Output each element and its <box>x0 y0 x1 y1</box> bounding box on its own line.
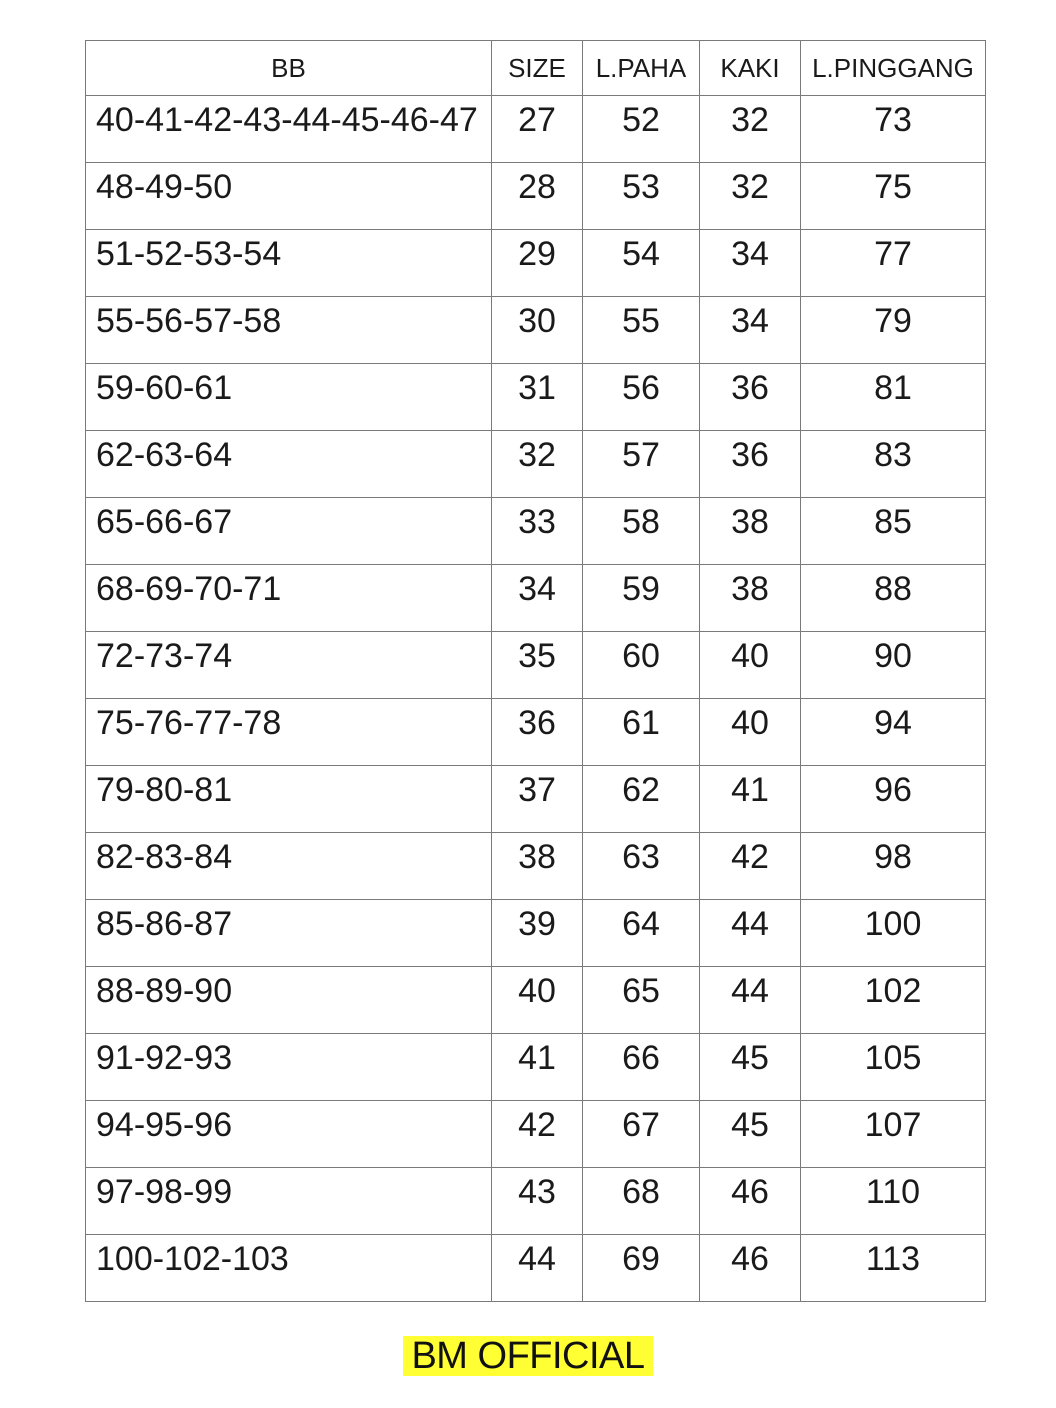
cell-size: 38 <box>492 833 583 900</box>
cell-bb: 85-86-87 <box>86 900 492 967</box>
cell-size: 27 <box>492 96 583 163</box>
cell-l-paha: 62 <box>583 766 700 833</box>
cell-l-paha: 66 <box>583 1034 700 1101</box>
cell-bb: 88-89-90 <box>86 967 492 1034</box>
cell-kaki: 45 <box>700 1034 801 1101</box>
cell-bb: 59-60-61 <box>86 364 492 431</box>
cell-l-pinggang: 102 <box>801 967 986 1034</box>
cell-l-paha: 56 <box>583 364 700 431</box>
cell-l-paha: 54 <box>583 230 700 297</box>
cell-l-pinggang: 105 <box>801 1034 986 1101</box>
cell-bb: 94-95-96 <box>86 1101 492 1168</box>
cell-size: 32 <box>492 431 583 498</box>
cell-l-pinggang: 79 <box>801 297 986 364</box>
cell-kaki: 42 <box>700 833 801 900</box>
cell-bb: 55-56-57-58 <box>86 297 492 364</box>
cell-size: 40 <box>492 967 583 1034</box>
cell-size: 33 <box>492 498 583 565</box>
table-row <box>86 297 986 364</box>
cell-bb: 100-102-103 <box>86 1235 492 1302</box>
table-row <box>86 163 986 230</box>
cell-kaki: 40 <box>700 632 801 699</box>
table-body <box>86 96 986 1302</box>
table-row <box>86 632 986 699</box>
cell-kaki: 38 <box>700 498 801 565</box>
cell-l-pinggang: 75 <box>801 163 986 230</box>
cell-l-pinggang: 73 <box>801 96 986 163</box>
cell-l-paha: 57 <box>583 431 700 498</box>
cell-l-pinggang: 107 <box>801 1101 986 1168</box>
table-row <box>86 699 986 766</box>
cell-size: 35 <box>492 632 583 699</box>
header-l-pinggang: L.PINGGANG <box>801 41 986 96</box>
cell-l-pinggang: 96 <box>801 766 986 833</box>
cell-bb: 62-63-64 <box>86 431 492 498</box>
cell-kaki: 36 <box>700 431 801 498</box>
cell-l-paha: 55 <box>583 297 700 364</box>
cell-size: 37 <box>492 766 583 833</box>
cell-size: 41 <box>492 1034 583 1101</box>
cell-size: 43 <box>492 1168 583 1235</box>
cell-size: 31 <box>492 364 583 431</box>
table-row <box>86 96 986 163</box>
cell-bb: 48-49-50 <box>86 163 492 230</box>
cell-bb: 68-69-70-71 <box>86 565 492 632</box>
table-row <box>86 1235 986 1302</box>
cell-bb: 75-76-77-78 <box>86 699 492 766</box>
cell-bb: 72-73-74 <box>86 632 492 699</box>
cell-l-pinggang: 113 <box>801 1235 986 1302</box>
cell-bb: 65-66-67 <box>86 498 492 565</box>
cell-bb: 40-41-42-43-44-45-46-47 <box>86 96 492 163</box>
cell-l-pinggang: 90 <box>801 632 986 699</box>
table-row <box>86 1101 986 1168</box>
cell-l-paha: 59 <box>583 565 700 632</box>
cell-size: 36 <box>492 699 583 766</box>
table-row <box>86 900 986 967</box>
cell-kaki: 32 <box>700 96 801 163</box>
table-row <box>86 364 986 431</box>
cell-l-paha: 52 <box>583 96 700 163</box>
cell-bb: 97-98-99 <box>86 1168 492 1235</box>
table-row <box>86 833 986 900</box>
cell-bb: 82-83-84 <box>86 833 492 900</box>
cell-size: 39 <box>492 900 583 967</box>
cell-l-pinggang: 110 <box>801 1168 986 1235</box>
header-bb: BB <box>86 41 492 96</box>
cell-kaki: 34 <box>700 297 801 364</box>
cell-l-paha: 69 <box>583 1235 700 1302</box>
cell-l-paha: 60 <box>583 632 700 699</box>
table-row <box>86 230 986 297</box>
cell-size: 28 <box>492 163 583 230</box>
cell-bb: 91-92-93 <box>86 1034 492 1101</box>
cell-l-pinggang: 81 <box>801 364 986 431</box>
cell-bb: 51-52-53-54 <box>86 230 492 297</box>
cell-l-pinggang: 85 <box>801 498 986 565</box>
table-row <box>86 967 986 1034</box>
cell-size: 44 <box>492 1235 583 1302</box>
cell-l-pinggang: 100 <box>801 900 986 967</box>
cell-l-paha: 65 <box>583 967 700 1034</box>
cell-kaki: 46 <box>700 1235 801 1302</box>
cell-kaki: 34 <box>700 230 801 297</box>
cell-l-paha: 67 <box>583 1101 700 1168</box>
cell-l-pinggang: 88 <box>801 565 986 632</box>
table-row <box>86 1034 986 1101</box>
table-row <box>86 565 986 632</box>
cell-l-pinggang: 94 <box>801 699 986 766</box>
cell-kaki: 41 <box>700 766 801 833</box>
cell-l-paha: 64 <box>583 900 700 967</box>
cell-l-pinggang: 77 <box>801 230 986 297</box>
cell-kaki: 44 <box>700 900 801 967</box>
cell-kaki: 40 <box>700 699 801 766</box>
cell-l-pinggang: 98 <box>801 833 986 900</box>
cell-l-paha: 63 <box>583 833 700 900</box>
cell-size: 42 <box>492 1101 583 1168</box>
cell-kaki: 44 <box>700 967 801 1034</box>
cell-l-paha: 61 <box>583 699 700 766</box>
cell-l-pinggang: 83 <box>801 431 986 498</box>
header-size: SIZE <box>492 41 583 96</box>
cell-l-paha: 58 <box>583 498 700 565</box>
brand-label: BM OFFICIAL <box>403 1336 653 1376</box>
table-row <box>86 431 986 498</box>
cell-kaki: 36 <box>700 364 801 431</box>
cell-kaki: 38 <box>700 565 801 632</box>
cell-kaki: 46 <box>700 1168 801 1235</box>
cell-size: 30 <box>492 297 583 364</box>
header-kaki: KAKI <box>700 41 801 96</box>
cell-bb: 79-80-81 <box>86 766 492 833</box>
cell-size: 29 <box>492 230 583 297</box>
table-header-row <box>86 41 986 96</box>
cell-l-paha: 68 <box>583 1168 700 1235</box>
table-row <box>86 1168 986 1235</box>
size-chart-table <box>85 40 986 1302</box>
table-row <box>86 498 986 565</box>
cell-kaki: 32 <box>700 163 801 230</box>
cell-size: 34 <box>492 565 583 632</box>
table-row <box>86 766 986 833</box>
cell-l-paha: 53 <box>583 163 700 230</box>
cell-kaki: 45 <box>700 1101 801 1168</box>
header-l-paha: L.PAHA <box>583 41 700 96</box>
